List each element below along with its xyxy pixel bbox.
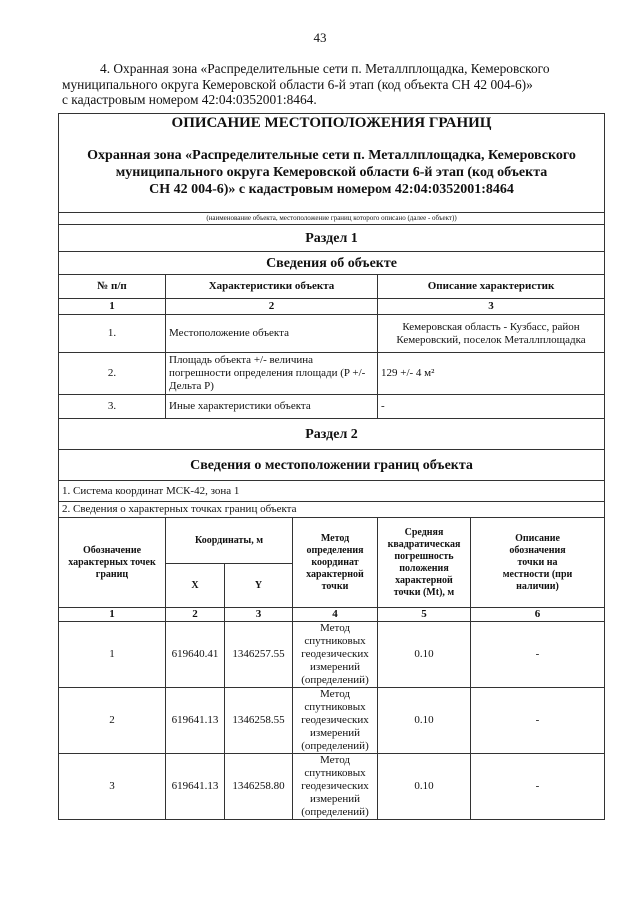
col-header-error: Средняя квадратическая погрешность положения характерной точки (Mt), м xyxy=(378,518,471,608)
table-row xyxy=(59,688,605,754)
col-header-description: Описание характеристик xyxy=(378,275,605,299)
point-description: - xyxy=(471,622,605,688)
intro-line: с кадастровым номером 42:04:0352001:8464. xyxy=(62,92,317,107)
point-error: 0.10 xyxy=(378,754,471,820)
row-num: 3. xyxy=(59,395,166,419)
coordinate-system: 1. Система координат МСК-42, зона 1 xyxy=(59,481,605,502)
point-method: Метод спутниковых геодезических измерений (определений) xyxy=(293,688,378,754)
section2-subtitle: Сведения о местоположении границ объекта xyxy=(59,450,605,481)
row-characteristic: Иные характеристики объекта xyxy=(166,395,378,419)
index-cell: 3 xyxy=(378,299,605,315)
point-x: 619641.13 xyxy=(166,754,225,820)
intro-line: муниципального округа Кемеровской области 6-й этап (код объекта СН 42 004-6)» xyxy=(62,76,533,92)
point-x: 619641.13 xyxy=(166,688,225,754)
point-method: Метод спутниковых геодезических измерений (определений) xyxy=(293,622,378,688)
row-description: Кемеровская область - Кузбасс, район Кемеровский, поселок Металлплощадка xyxy=(378,315,605,353)
row-characteristic: Площадь объекта +/- величина погрешности определения площади (P +/- Дельта P) xyxy=(166,353,378,395)
intro-line: 4. Охранная зона «Распределительные сети п. Металлплощадка, Кемеровского xyxy=(100,61,550,76)
point-y: 1346258.80 xyxy=(225,754,293,820)
point-id: 3 xyxy=(59,754,166,820)
col-header-method: Метод определения координат характерной точки xyxy=(293,518,378,608)
intro-paragraph xyxy=(62,61,614,108)
table-row xyxy=(59,353,605,395)
point-error: 0.10 xyxy=(378,688,471,754)
row-num: 1. xyxy=(59,315,166,353)
row-description: 129 +/- 4 м² xyxy=(378,353,605,395)
document-title: ОПИСАНИЕ МЕСТОПОЛОЖЕНИЯ ГРАНИЦ xyxy=(171,115,492,131)
col-header-y: Y xyxy=(225,564,293,608)
index-cell: 3 xyxy=(225,608,293,622)
col-header-coordinates: Координаты, м xyxy=(166,518,293,564)
point-y: 1346258.55 xyxy=(225,688,293,754)
index-cell: 2 xyxy=(166,608,225,622)
table-row xyxy=(59,315,605,353)
point-error: 0.10 xyxy=(378,622,471,688)
row-description: - xyxy=(378,395,605,419)
table-row xyxy=(59,754,605,820)
point-id: 2 xyxy=(59,688,166,754)
col-header-num: № п/п xyxy=(59,275,166,299)
points-caption: 2. Сведения о характерных точках границ объекта xyxy=(59,502,605,518)
document-title-block xyxy=(59,114,605,213)
index-cell: 1 xyxy=(59,608,166,622)
col-header-point-description: Описание обозначения точки на местности (при наличии) xyxy=(471,518,605,608)
table-row xyxy=(59,395,605,419)
point-id: 1 xyxy=(59,622,166,688)
object-caption: (наименование объекта, местоположение границ которого описано (далее - объект)) xyxy=(59,213,605,225)
col-header-x: X xyxy=(166,564,225,608)
section1-subtitle: Сведения об объекте xyxy=(59,252,605,275)
table-row xyxy=(59,622,605,688)
index-cell: 5 xyxy=(378,608,471,622)
row-characteristic: Местоположение объекта xyxy=(166,315,378,353)
index-cell: 2 xyxy=(166,299,378,315)
index-cell: 1 xyxy=(59,299,166,315)
section2-title: Раздел 2 xyxy=(59,419,605,450)
point-description: - xyxy=(471,688,605,754)
point-x: 619640.41 xyxy=(166,622,225,688)
col-header-characteristics: Характеристики объекта xyxy=(166,275,378,299)
col-header-point: Обозначение характерных точек границ xyxy=(59,518,166,608)
point-description: - xyxy=(471,754,605,820)
point-method: Метод спутниковых геодезических измерений (определений) xyxy=(293,754,378,820)
index-cell: 6 xyxy=(471,608,605,622)
row-num: 2. xyxy=(59,353,166,395)
index-cell: 4 xyxy=(293,608,378,622)
object-name: Охранная зона «Распределительные сети п. Металлплощадка, Кемеровского муниципального округа Кемеровской области 6-й этап (код объекта СН 42 004-6)» с кадастровым номером 42:04:0352001:8464 xyxy=(87,148,576,197)
page-number: 43 xyxy=(313,30,327,45)
point-y: 1346257.55 xyxy=(225,622,293,688)
boundary-description-table xyxy=(58,113,605,820)
section1-title: Раздел 1 xyxy=(59,225,605,252)
